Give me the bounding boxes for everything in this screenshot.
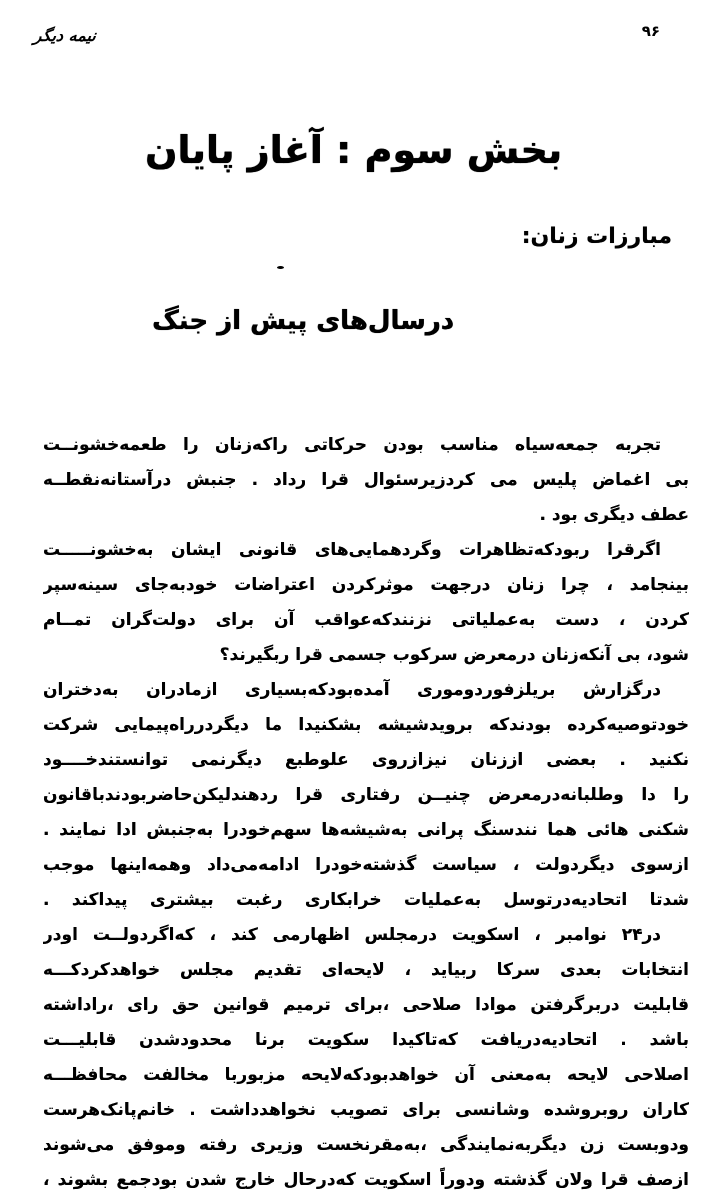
page-number: ۹۶ <box>641 22 660 40</box>
journal-title: نیمه دیگر <box>33 26 97 45</box>
body-line: اگرقرا ربودکه‌تظاهرات وگردهمایی‌های قانونی ایشان به‌خشونـــــت <box>43 540 661 560</box>
body-line: خودتوصیه‌کرده بودندکه برویدشیشه بشکنیدا ما دیگردرراه‌پیمایی شرکت <box>43 715 689 735</box>
body-text <box>43 428 689 1198</box>
part-title: بخش سوم : آغاز پایان <box>144 128 562 172</box>
body-line: شود، بی آنکه‌زنان درمعرض سرکوب جسمی قرا ربگیرند؟ <box>219 645 689 665</box>
body-line: ازصف قرا ولان گذشته ودوراً اسکویت که‌درحال خارج شدن بودجمع بشوند ، <box>43 1170 689 1190</box>
body-line: شدتا اتحادیه‌درتوسل به‌عملیات خرابکاری رغبت بیشتری پیداکند . <box>43 890 689 910</box>
body-line: در۲۴ نوامبر ، اسکویت درمجلس اظهارمی کند ، که‌اگردولــت اودر <box>43 925 661 945</box>
body-line: انتخابات بعدی سرکا ربیاید ، لایحه‌ای تقدیم مجلس خواهدکردکـــه <box>43 960 689 980</box>
body-line: نکنید . بعضی اززنان نیزازروی علوطبع دیگرنمی توانستندخــــود <box>43 750 689 770</box>
body-line: اصلاحی لایحه به‌معنی آن خواهدبودکه‌لایحه مزبوربا مخالفت محافظـــه <box>43 1065 689 1085</box>
body-line: را دا وطلبانه‌درمعرض چنیــن رفتاری قرا ردهندلیکن‌حاضربودندباقانون <box>43 785 689 805</box>
body-line: بی اغماض پلیس می کردزیرسئوال قرا رداد . جنبش درآستانه‌نقطــه <box>43 470 689 490</box>
scan-speckle <box>277 266 284 269</box>
body-line: تجربه جمعه‌سیاه مناسب بودن حرکاتی راکه‌زنان را طعمه‌خشونــت <box>43 435 661 455</box>
body-line: شکنی هائی هما نندسنگ پرانی به‌شیشه‌ها سهم‌خودرا به‌جنبش ادا نمایند . <box>43 820 689 840</box>
body-line: درگزارش بریلزفوردوموری آمده‌بودکه‌بسیاری ازمادران به‌دختران <box>43 680 661 700</box>
body-line: ازسوی دیگردولت ، سیاست گذشته‌خودرا ادامه‌می‌داد وهمه‌اینها موجب <box>43 855 689 875</box>
chapter-subtitle: درسال‌های پیش از جنگ <box>152 306 454 336</box>
body-line: کاران روبروشده وشانسی برای تصویب نخواهدداشت . خانم‌پانک‌هرست <box>43 1100 689 1120</box>
body-line: ودوبست زن دیگربه‌نمایندگی ،به‌مقرنخست وزیری رفته وموفق می‌شوند <box>43 1135 689 1155</box>
body-line: کردن ، دست به‌عملیاتی نزنندکه‌عواقب آن برای دولت‌گران تمــام <box>43 610 689 630</box>
margin-vertical-inscription <box>18 94 64 326</box>
body-line: باشد . اتحادیه‌دریافت که‌تاکیدا سکویت برنا محدودشدن قابلیـــت <box>43 1030 689 1050</box>
body-line: قابلیت دربرگرفتن موادا صلاحی ،برای ترمیم قوانین حق رای ،راداشته <box>43 995 689 1015</box>
section-label: مبارزات زنان: <box>521 224 672 249</box>
body-line: بینجامد ، چرا زنان درجهت موثرکردن اعتراضات خودبه‌جای سینه‌سپر <box>43 575 689 595</box>
body-line: عطف دیگری بود . <box>539 505 689 525</box>
